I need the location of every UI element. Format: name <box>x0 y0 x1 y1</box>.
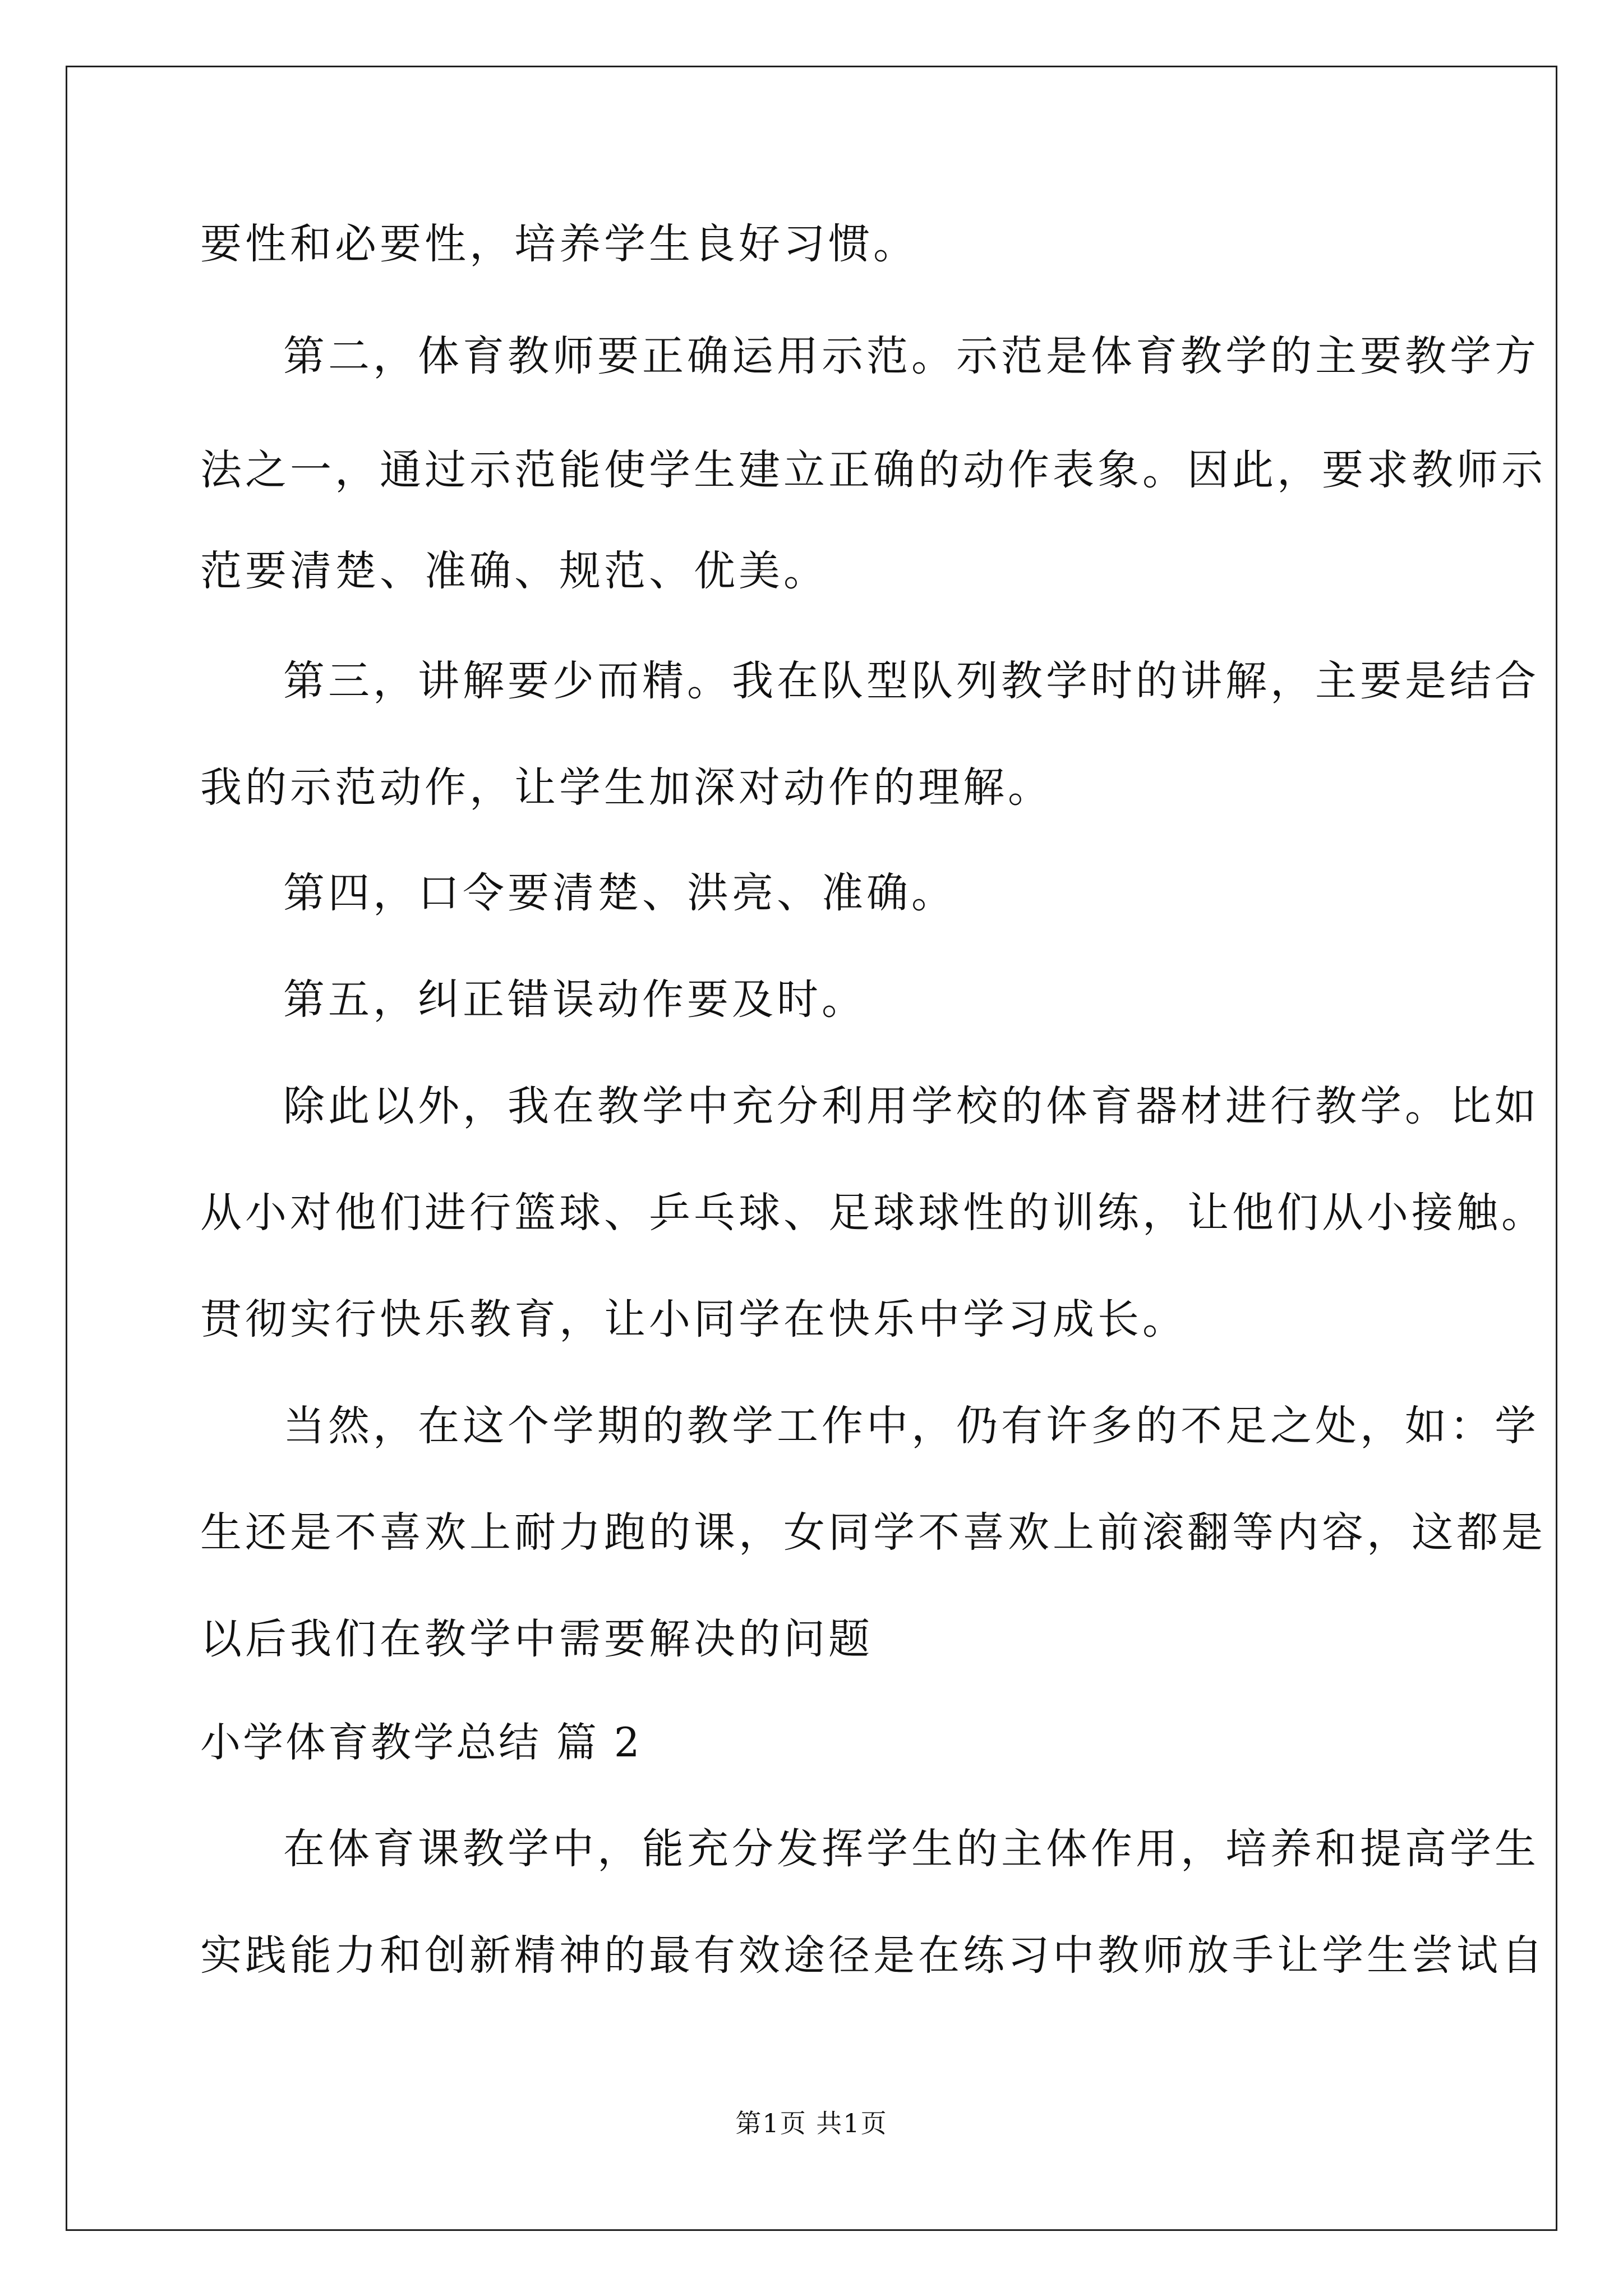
paragraph-line: 第五，纠正错误动作要及时。 <box>283 976 866 1024</box>
paragraph-line: 法之一，通过示范能使学生建立正确的动作表象。因此，要求教师示 <box>200 446 1546 494</box>
paragraph-line: 生还是不喜欢上耐力跑的课，女同学不喜欢上前滚翻等内容，这都是 <box>200 1508 1546 1557</box>
paragraph-line: 从小对他们进行篮球、乒乓球、足球球性的训练，让他们从小接触。 <box>200 1189 1546 1237</box>
paragraph-line: 我的示范动作，让学生加深对动作的理解。 <box>200 763 1053 812</box>
paragraph-line: 贯彻实行快乐教育，让小同学在快乐中学习成长。 <box>200 1295 1187 1343</box>
page-border <box>66 66 1557 2231</box>
paragraph-line: 在体育课教学中，能充分发挥学生的主体作用，培养和提高学生 <box>283 1825 1539 1873</box>
paragraph-line: 范要清楚、准确、规范、优美。 <box>200 547 828 595</box>
paragraph-line: 第三，讲解要少而精。我在队型队列教学时的讲解，主要是结合 <box>283 657 1539 705</box>
paragraph-line: 第四，口令要清楚、洪亮、准确。 <box>283 869 956 917</box>
paragraph-line: 实践能力和创新精神的最有效途径是在练习中教师放手让学生尝试自 <box>200 1931 1546 1980</box>
paragraph-line: 第二，体育教师要正确运用示范。示范是体育教学的主要教学方 <box>283 332 1539 380</box>
paragraph-line: 当然，在这个学期的教学工作中，仍有许多的不足之处，如：学 <box>283 1402 1539 1450</box>
paragraph-line: 除此以外，我在教学中充分利用学校的体育器材进行教学。比如 <box>283 1082 1539 1130</box>
paragraph-line: 要性和必要性，培养学生良好习惯。 <box>200 220 918 268</box>
paragraph-line: 以后我们在教学中需要解决的问题 <box>200 1615 873 1663</box>
section-heading: 小学体育教学总结 篇 2 <box>200 1719 642 1766</box>
page-footer: 第1页 共1页 <box>735 2108 888 2138</box>
